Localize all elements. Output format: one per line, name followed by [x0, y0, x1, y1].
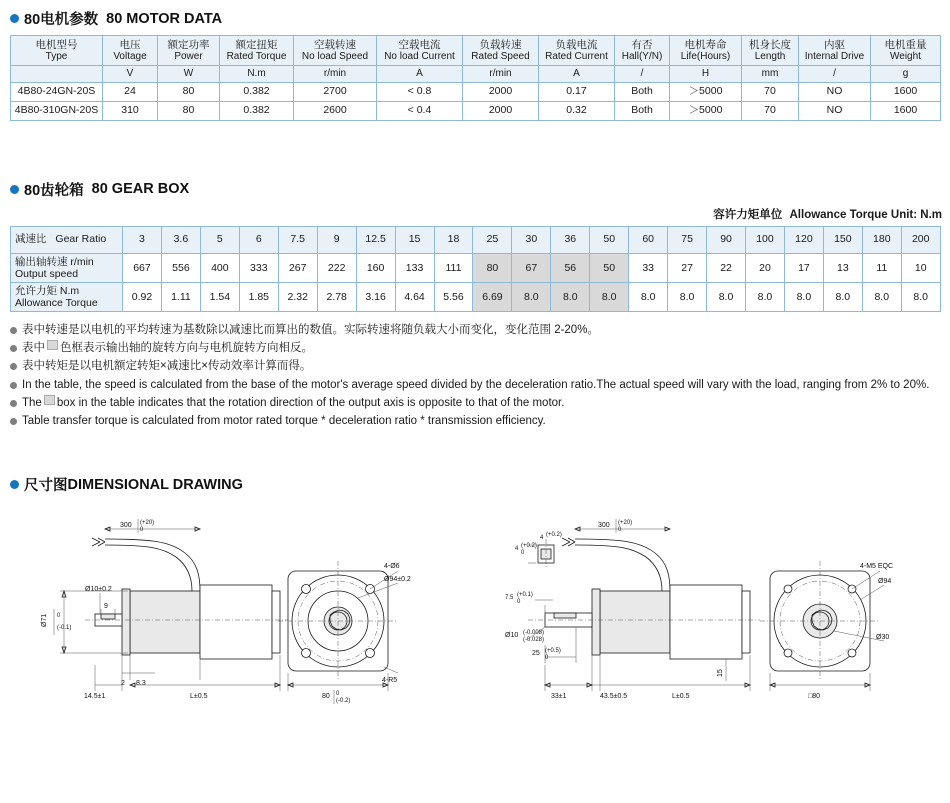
section-title-cn: 尺寸图 [24, 478, 68, 495]
cell-no-load-current: < 0.8 [377, 82, 463, 101]
ratio-cell: 9 [317, 226, 356, 253]
torque-cell: 8.0 [901, 282, 940, 311]
dimensional-drawing-area [0, 505, 950, 735]
cell-rated-speed: 2000 [463, 82, 539, 101]
cell-type: 4B80-310GN-20S [11, 101, 103, 120]
cell-weight: 1600 [871, 101, 941, 120]
label-holes: 4-M5 EQC [860, 563, 894, 571]
row-label-gear-ratio [11, 226, 123, 253]
ratio-cell: 3.6 [161, 226, 200, 253]
torque-cell: 8.0 [551, 282, 590, 311]
motor-col-no-load-current: 空载电流 No load Current [377, 36, 463, 66]
section-title-en: 80 MOTOR DATA [106, 10, 223, 27]
note-text-part1: The [22, 396, 42, 409]
speed-cell: 667 [123, 253, 162, 282]
cell-voltage: 24 [103, 82, 158, 101]
label-small-dim3-tol: (+0.1) [517, 592, 533, 599]
cell-length: 70 [742, 82, 799, 101]
note-text: Table transfer torque is calculated from motor rated torque * deceleration ratio * transmission efficiency. [22, 415, 546, 427]
row-label-en: Output speed [15, 267, 79, 280]
torque-cell: 1.85 [239, 282, 278, 311]
torque-cell: 8.0 [512, 282, 551, 311]
speed-cell: 67 [512, 253, 551, 282]
speed-cell: 20 [746, 253, 785, 282]
label-fillet: 4-R5 [382, 677, 398, 685]
unit-cell: N.m [220, 66, 294, 83]
label-cable-tol-dn: 0 [140, 527, 144, 534]
torque-cell: 8.0 [823, 282, 862, 311]
left-motor-side-view [41, 519, 290, 700]
cell-no-load-current: < 0.4 [377, 101, 463, 120]
cell-rated-current: 0.32 [539, 101, 615, 120]
notes-list [10, 322, 950, 431]
speed-cell: 33 [629, 253, 668, 282]
gearbox-body [600, 591, 670, 653]
torque-cell: 2.32 [278, 282, 317, 311]
torque-cell: 8.0 [590, 282, 629, 311]
label-square: 80 [322, 693, 330, 701]
motor-col-life: 电机寿命 Life(Hours) [670, 36, 742, 66]
ratio-cell: 180 [862, 226, 901, 253]
gray-swatch-icon [44, 395, 55, 405]
label-dim-33: 33±1 [551, 693, 567, 701]
speed-cell: 13 [823, 253, 862, 282]
unit-note-cn: 容许力矩单位 [713, 208, 783, 221]
unit-cell: W [158, 66, 220, 83]
label-dim-L: L±0.5 [190, 693, 208, 701]
section-heading-gearbox [10, 179, 950, 200]
row-label-cn: 减速比 [15, 233, 47, 246]
label-dim-c: 14.5±1 [84, 693, 106, 701]
gear-ratio-row [11, 226, 941, 253]
row-label-output-speed [11, 253, 123, 282]
section-title-cn: 80齿轮箱 [24, 182, 84, 199]
label-shaft-flat: 9 [104, 603, 108, 611]
ratio-cell: 6 [239, 226, 278, 253]
label-cable-length: 300 [598, 522, 610, 530]
cell-rated-speed: 2000 [463, 101, 539, 120]
label-bolt-circle: Ø94 [878, 578, 892, 586]
speed-cell: 17 [784, 253, 823, 282]
unit-cell: H [670, 66, 742, 83]
cell-length: 70 [742, 101, 799, 120]
label-dim-25: 25 [532, 650, 540, 658]
bullet-dot-icon [10, 327, 17, 334]
label-square-tol-dn: (-0.2) [336, 698, 351, 705]
label-dim-25-tol2: 0 [545, 655, 549, 662]
motor-col-weight: 电机重量 Weight [871, 36, 941, 66]
cell-voltage: 310 [103, 101, 158, 120]
cell-no-load-speed: 2600 [294, 101, 377, 120]
motor-col-internal-drive: 内驱 Internal Drive [799, 36, 871, 66]
label-holes: 4-Ø6 [384, 563, 400, 571]
motor-col-rated-current: 负载电流 Rated Current [539, 36, 615, 66]
label-dia-body-tol-up: 0 [57, 613, 61, 620]
gearbox-body [130, 591, 200, 653]
label-bolt-circle: Ø94±0.2 [384, 576, 411, 584]
speed-cell: 400 [200, 253, 239, 282]
motor-col-voltage: 电压 Voltage [103, 36, 158, 66]
bullet-icon [10, 185, 19, 194]
speed-cell: 50 [590, 253, 629, 282]
ratio-cell: 5 [200, 226, 239, 253]
right-motor-side-view [505, 519, 760, 700]
torque-cell: 8.0 [784, 282, 823, 311]
motor-data-table [10, 35, 941, 121]
label-dim-a: 2 [121, 680, 125, 688]
label-cable-length: 300 [120, 522, 132, 530]
bullet-dot-icon [10, 363, 17, 370]
table-row [11, 101, 941, 120]
label-dia-shaft-tol2: (-0.028) [523, 637, 545, 644]
section-title-cn: 80电机参数 [24, 12, 99, 28]
unit-cell: / [799, 66, 871, 83]
motor-col-power: 额定功率 Power [158, 36, 220, 66]
drawing-svg [0, 505, 950, 735]
cell-life: ＞5000 [670, 101, 742, 120]
label-dim-15: 15 [717, 669, 724, 678]
unit-cell: g [871, 66, 941, 83]
ratio-cell: 75 [668, 226, 707, 253]
gray-swatch-icon [47, 340, 58, 350]
label-dia-body-tol-dn: (-0.1) [57, 625, 72, 632]
torque-cell: 8.0 [707, 282, 746, 311]
label-small-dim1-tol: (+0.2) [521, 543, 537, 550]
unit-cell: r/min [463, 66, 539, 83]
row-label-en: Allowance Torque [15, 296, 98, 309]
ratio-cell: 90 [707, 226, 746, 253]
unit-cell: A [539, 66, 615, 83]
left-flange-front-view [278, 561, 411, 704]
motor-col-no-load-speed: 空载转速 No load Speed [294, 36, 377, 66]
gear-box-table [10, 226, 941, 312]
ratio-cell: 150 [823, 226, 862, 253]
bullet-dot-icon [10, 382, 17, 389]
label-dim-435: 43.5±0.5 [600, 693, 628, 701]
label-dia-shaft: Ø10 [505, 632, 519, 640]
label-dia-shaft: Ø10±0.2 [85, 586, 112, 594]
ratio-cell: 60 [629, 226, 668, 253]
motor-body [670, 585, 742, 659]
label-cable-tol-up: (+20) [140, 520, 155, 527]
motor-body [200, 585, 272, 659]
label-cable-tol-dn: 0 [618, 527, 622, 534]
motor-table-header-row [11, 36, 941, 66]
unit-cell [11, 66, 103, 83]
speed-cell: 80 [473, 253, 512, 282]
motor-col-rated-speed: 负载转速 Rated Speed [463, 36, 539, 66]
label-dim-25-tol: (+0.5) [545, 648, 561, 655]
motor-col-length: 机身长度 Length [742, 36, 799, 66]
cell-type: 4B80-24GN-20S [11, 82, 103, 101]
ratio-cell: 100 [746, 226, 785, 253]
cell-weight: 1600 [871, 82, 941, 101]
torque-cell: 0.92 [123, 282, 162, 311]
label-small-dim1-tol2: 0 [521, 550, 525, 557]
cell-no-load-speed: 2700 [294, 82, 377, 101]
label-dia-shaft-tol: (-0.008) [523, 630, 545, 637]
note-item [10, 340, 950, 357]
section-title-en: DIMENSIONAL DRAWING [67, 476, 243, 493]
ratio-cell: 120 [784, 226, 823, 253]
ratio-cell: 18 [434, 226, 473, 253]
note-item [10, 358, 950, 375]
bullet-dot-icon [10, 400, 17, 407]
label-square-tol-up: 0 [336, 691, 340, 698]
label-small-dim1: 4 [515, 546, 519, 553]
section-heading-drawing [10, 474, 950, 495]
ratio-cell: 3 [123, 226, 162, 253]
ratio-cell: 50 [590, 226, 629, 253]
note-item [10, 395, 950, 412]
speed-cell: 160 [356, 253, 395, 282]
note-item [10, 322, 950, 339]
note-text: In the table, the speed is calculated from the base of the motor's average speed divided by the deceleration ratio.The actual speed will vary with the load, ranging from 2% to 20%. [22, 378, 930, 391]
speed-cell: 333 [239, 253, 278, 282]
bullet-icon [10, 14, 19, 23]
torque-cell: 4.64 [395, 282, 434, 311]
torque-cell: 8.0 [668, 282, 707, 311]
row-label-cn: 输出轴转速 r/min [15, 255, 94, 268]
note-item [10, 377, 950, 394]
speed-cell: 267 [278, 253, 317, 282]
cell-life: ＞5000 [670, 82, 742, 101]
ratio-cell: 15 [395, 226, 434, 253]
row-label-en: Gear Ratio [55, 233, 107, 246]
torque-cell: 3.16 [356, 282, 395, 311]
ratio-cell: 36 [551, 226, 590, 253]
note-text: 表中转矩是以电机额定转矩×减速比×传动效率计算而得。 [22, 360, 312, 373]
torque-cell: 1.54 [200, 282, 239, 311]
torque-cell: 8.0 [629, 282, 668, 311]
bullet-dot-icon [10, 418, 17, 425]
note-item [10, 413, 950, 430]
unit-cell: V [103, 66, 158, 83]
speed-cell: 11 [862, 253, 901, 282]
bullet-dot-icon [10, 345, 17, 352]
note-text-part2: 色框表示输出轴的旋转方向与电机旋转方向相反。 [60, 342, 313, 354]
ratio-cell: 30 [512, 226, 551, 253]
cell-internal-drive: NO [799, 101, 871, 120]
label-dia-body: Ø71 [41, 614, 48, 628]
cell-hall: Both [615, 82, 670, 101]
motor-col-rated-torque: 额定扭矩 Rated Torque [220, 36, 294, 66]
note-text-part1: 表中 [22, 342, 45, 354]
ratio-cell: 200 [901, 226, 940, 253]
label-square: □80 [808, 693, 821, 701]
output-speed-row [11, 253, 941, 282]
speed-cell: 56 [551, 253, 590, 282]
torque-cell: 2.78 [317, 282, 356, 311]
label-small-dim2: 4 [540, 535, 544, 542]
unit-cell: mm [742, 66, 799, 83]
unit-note-en: Allowance Torque Unit: N.m [789, 208, 942, 221]
unit-cell: / [615, 66, 670, 83]
speed-cell: 27 [668, 253, 707, 282]
ratio-cell: 7.5 [278, 226, 317, 253]
cell-internal-drive: NO [799, 82, 871, 101]
label-dim-b: 8.3 [136, 680, 146, 688]
label-small-dim2-tol: (+0.2) [546, 532, 562, 539]
cell-rated-torque: 0.382 [220, 82, 294, 101]
motor-table-units-row [11, 66, 941, 83]
torque-cell: 1.11 [161, 282, 200, 311]
label-cable-tol-up: (+20) [618, 520, 633, 527]
table-row [11, 82, 941, 101]
ratio-cell: 12.5 [356, 226, 395, 253]
allowance-torque-unit-note [0, 206, 942, 222]
motor-col-type: 电机型号 Type [11, 36, 103, 66]
cell-rated-torque: 0.382 [220, 101, 294, 120]
speed-cell: 22 [707, 253, 746, 282]
bullet-icon [10, 480, 19, 489]
note-text-part2: box in the table indicates that the rotation direction of the output axis is opposite to that of the motor. [56, 396, 565, 409]
section-heading-motor [10, 8, 950, 29]
row-label-cn: 允许力矩 N.m [15, 284, 80, 297]
unit-cell: r/min [294, 66, 377, 83]
note-text: 表中转速是以电机的平均转速为基数除以减速比而算出的数值。实际转速将随负载大小而变化，变化范围 2-20%。 [22, 323, 599, 336]
section-title-en: 80 GEAR BOX [91, 181, 190, 197]
speed-cell: 10 [901, 253, 940, 282]
label-dim-L: L±0.5 [672, 693, 690, 701]
motor-col-hall: 有否 Hall(Y/N) [615, 36, 670, 66]
speed-cell: 111 [434, 253, 473, 282]
cell-rated-current: 0.17 [539, 82, 615, 101]
speed-cell: 133 [395, 253, 434, 282]
unit-cell: A [377, 66, 463, 83]
speed-cell: 222 [317, 253, 356, 282]
label-small-dim3: 7.5 [505, 595, 514, 602]
label-center-dia: Ø30 [876, 634, 890, 642]
speed-cell: 556 [161, 253, 200, 282]
right-flange-front-view [760, 561, 893, 700]
cell-power: 80 [158, 101, 220, 120]
allowance-torque-row [11, 282, 941, 311]
cell-power: 80 [158, 82, 220, 101]
row-label-allowance-torque [11, 282, 123, 311]
torque-cell: 5.56 [434, 282, 473, 311]
ratio-cell: 25 [473, 226, 512, 253]
torque-cell: 6.69 [473, 282, 512, 311]
torque-cell: 8.0 [746, 282, 785, 311]
torque-cell: 8.0 [862, 282, 901, 311]
cell-hall: Both [615, 101, 670, 120]
label-small-dim3-tol2: 0 [517, 599, 521, 606]
